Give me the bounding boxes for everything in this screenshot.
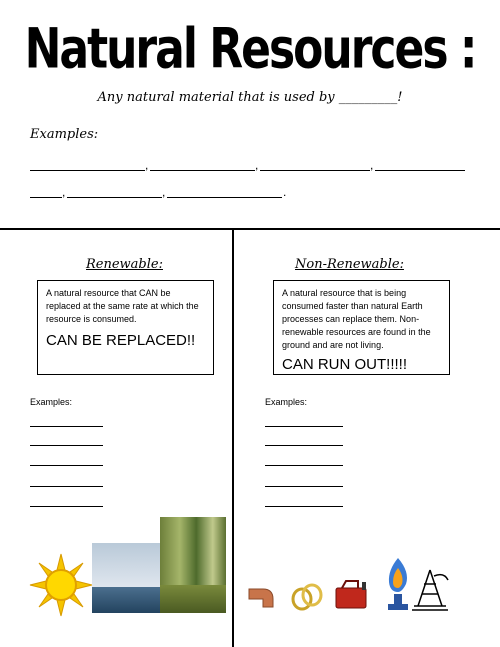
answer-blank[interactable] [150, 170, 255, 171]
nonrenewable-example-blank[interactable] [265, 486, 343, 487]
renewable-examples-label: Examples: [30, 397, 73, 407]
nonrenewable-example-blank[interactable] [265, 506, 343, 507]
answer-blank[interactable] [167, 197, 282, 198]
nonrenewable-example-blank[interactable] [265, 445, 343, 446]
oil-rig-icon [410, 566, 450, 614]
nonrenewable-emphasis: CAN RUN OUT!!!!! [282, 356, 408, 373]
blank-end: . [283, 185, 287, 199]
answer-blank[interactable] [67, 197, 162, 198]
blank-separator: , [255, 158, 259, 172]
renewable-example-blank[interactable] [30, 506, 103, 507]
gold-rings-icon [290, 582, 324, 612]
blank-separator: , [370, 158, 374, 172]
examples-label: Examples: [30, 127, 99, 142]
nonrenewable-example-blank[interactable] [265, 465, 343, 466]
answer-blank[interactable] [30, 170, 145, 171]
blank-separator: , [162, 185, 166, 199]
sun-icon [28, 552, 94, 618]
gas-flame-icon [384, 556, 412, 612]
nonrenewable-examples-label: Examples: [265, 397, 308, 407]
blank-separator: , [62, 185, 66, 199]
definition-text: Any natural material that is used by _________! [97, 90, 403, 105]
renewable-heading: Renewable: [86, 257, 163, 272]
answer-blank[interactable] [375, 170, 465, 171]
renewable-example-blank[interactable] [30, 445, 103, 446]
copper-pipe-icon [247, 583, 283, 609]
nonrenewable-example-blank[interactable] [265, 426, 343, 427]
nonrenewable-heading: Non-Renewable: [295, 257, 404, 272]
gas-can-icon [332, 578, 372, 610]
horizontal-divider [0, 228, 500, 230]
renewable-emphasis: CAN BE REPLACED!! [46, 332, 196, 349]
answer-blank[interactable] [30, 197, 62, 198]
vertical-divider [232, 228, 234, 647]
renewable-definition-box [37, 280, 214, 375]
ocean-photo [92, 543, 160, 613]
blank-separator: , [145, 158, 149, 172]
nonrenewable-description: A natural resource that is being consumed faster than natural Earth processes can replace them. Non-renewable resources are found in the ground and are not living. [282, 288, 431, 350]
nonrenewable-definition-box [273, 280, 450, 375]
renewable-example-blank[interactable] [30, 465, 103, 466]
answer-blank[interactable] [260, 170, 370, 171]
renewable-example-blank[interactable] [30, 426, 103, 427]
renewable-example-blank[interactable] [30, 486, 103, 487]
page-title: Natural Resources : [24, 17, 476, 82]
forest-photo [160, 517, 226, 613]
renewable-description: A natural resource that CAN be replaced at the same rate at which the resource is consumed. [46, 288, 199, 324]
